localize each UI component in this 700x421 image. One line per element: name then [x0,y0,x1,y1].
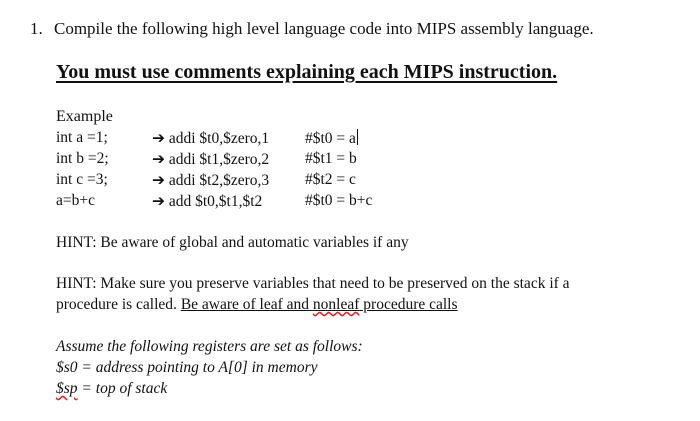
hint-stack-line2 [56,296,458,314]
assume-s0: $s0 = address pointing to A[0] in memory [56,359,318,376]
arrow-icon: ➔ [152,151,165,168]
instruction-text: addi $t2,$zero,3 [168,172,270,189]
question-number: 1. [30,19,43,38]
hint-underline-part1: Be aware of leaf and [180,296,313,313]
example-comment-3: #$t2 = c [305,171,356,188]
example-comment-2: #$t1 = b [305,150,357,167]
arrow-icon: ➔ [152,172,165,189]
example-instruction-1 [152,129,269,148]
example-comment-4: #$t0 = b+c [305,192,373,209]
example-source-2: int b =2; [56,150,109,167]
instruction-text: addi $t1,$zero,2 [168,151,270,168]
spellcheck-word: nonleaf [312,296,360,313]
example-source-1: int a =1; [56,129,108,146]
text-cursor [357,129,358,145]
example-instruction-3 [152,171,269,190]
example-title: Example [56,108,113,125]
instruction-text: addi $t0,$zero,1 [168,130,270,147]
example-comment-1 [305,129,358,148]
hint-stack-underlined [181,296,458,313]
requirement-heading: You must use comments explaining each MIPS instruction. [56,61,558,83]
arrow-icon: ➔ [152,193,165,210]
example-source-3: int c =3; [56,171,108,188]
hint-underline-part2: procedure calls [359,296,458,313]
spellcheck-reg: $sp [56,380,78,397]
hint-globals: HINT: Be aware of global and automatic variables if any [56,234,409,251]
example-instruction-4 [152,192,262,211]
arrow-icon: ➔ [152,130,165,147]
comment-text: #$t0 = a [305,130,356,147]
assume-sp-rest: = top of stack [77,380,168,397]
question-text: Compile the following high level language code into MIPS assembly language. [54,19,594,38]
assume-sp [56,380,167,398]
example-source-4: a=b+c [56,192,95,209]
example-instruction-2 [152,150,269,169]
assume-heading: Assume the following registers are set as follows: [56,338,363,355]
instruction-text: add $t0,$t1,$t2 [168,193,263,210]
hint-stack-plain: procedure is called. [56,296,181,313]
question-line [30,19,594,39]
hint-stack-line1: HINT: Make sure you preserve variables that need to be preserved on the stack if a [56,275,570,292]
